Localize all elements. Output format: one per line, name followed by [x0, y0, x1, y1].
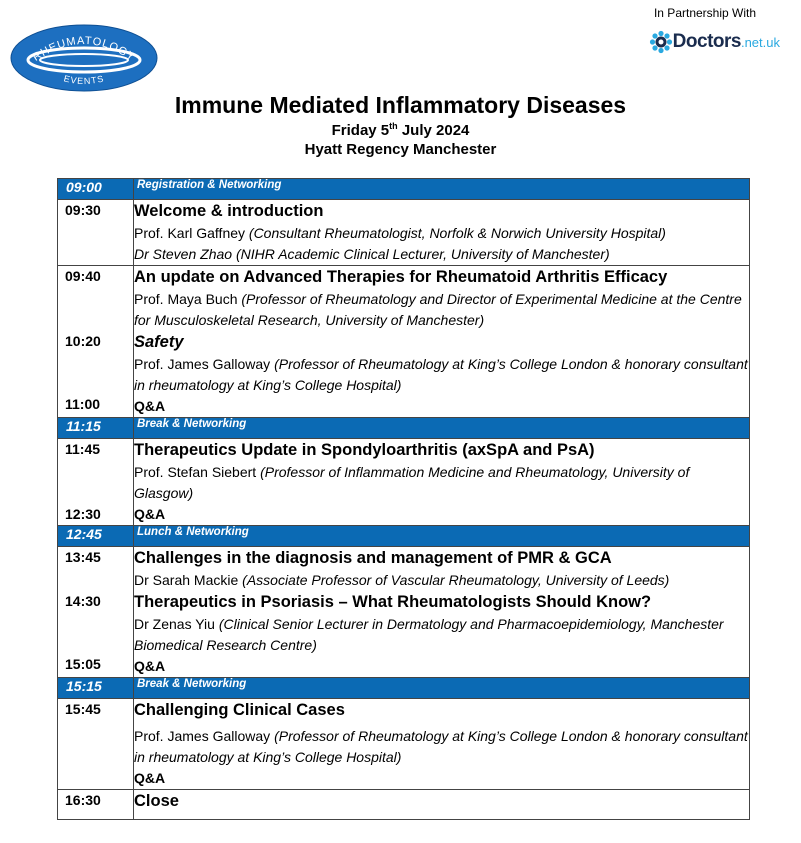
- break-label: Lunch & Networking: [134, 526, 750, 547]
- qa-label: Q&A: [134, 506, 166, 522]
- session-row: [58, 547, 750, 678]
- session-row: [58, 790, 750, 820]
- break-row: [58, 526, 750, 547]
- session-time: 10:20: [65, 333, 101, 349]
- session-title: Challenges in the diagnosis and management of PMR & GCA: [134, 549, 612, 567]
- speaker: Prof. Maya Buch (Professor of Rheumatology and Director of Experimental Medicine at the Centre for Musculoskeletal Research, University of Manchester): [134, 291, 742, 328]
- session-time: 13:45: [65, 549, 101, 565]
- break-time: 15:15: [58, 678, 134, 699]
- event-date: [0, 121, 801, 139]
- session-time: 16:30: [65, 792, 101, 808]
- qa-time: 15:05: [65, 656, 101, 672]
- date-prefix: Friday 5: [331, 122, 390, 139]
- session-title: Welcome & introduction: [134, 202, 324, 220]
- logo-bottom-text: EVENTS: [62, 73, 106, 87]
- event-title: Immune Mediated Inflammatory Diseases: [174, 92, 627, 118]
- break-label: Registration & Networking: [134, 179, 750, 200]
- qa-time: 11:00: [65, 396, 101, 412]
- session-time: 15:45: [65, 701, 101, 717]
- session-row: [58, 439, 750, 526]
- break-time: 11:15: [58, 418, 134, 439]
- session-title: Challenging Clinical Cases: [134, 701, 345, 719]
- speaker: Dr Steven Zhao (NIHR Academic Clinical Lecturer, University of Manchester): [134, 246, 610, 262]
- break-row: [58, 418, 750, 439]
- qa-label: Q&A: [134, 658, 166, 674]
- date-suffix: July 2024: [397, 122, 470, 139]
- session-title: An update on Advanced Therapies for Rheumatoid Arthritis Efficacy: [134, 268, 668, 286]
- speaker: Dr Zenas Yiu (Clinical Senior Lecturer in Dermatology and Pharmacoepidemiology, Manchester Biomedical Research Centre): [134, 616, 724, 653]
- session-time: 11:45: [65, 441, 101, 457]
- partner-block: [630, 6, 780, 54]
- schedule-table: [57, 178, 750, 820]
- partner-label: In Partnership With: [653, 6, 757, 20]
- speaker: Prof. Karl Gaffney (Consultant Rheumatologist, Norfolk & Norwich University Hospital): [134, 225, 666, 241]
- break-label: Break & Networking: [134, 678, 750, 699]
- date-sup: th: [389, 121, 398, 131]
- break-row: [58, 678, 750, 699]
- event-venue: Hyatt Regency Manchester: [304, 141, 497, 158]
- session-time: 14:30: [65, 593, 101, 609]
- session-title: Therapeutics Update in Spondyloarthritis (axSpA and PsA): [134, 441, 595, 459]
- qa-time: 12:30: [65, 506, 101, 522]
- speaker: Prof. James Galloway (Professor of Rheumatology at King’s College London & honorary consultant in rheumatology at King’s College Hospital): [134, 356, 748, 393]
- break-label: Break & Networking: [134, 418, 750, 439]
- qa-label: Q&A: [134, 398, 166, 414]
- speaker: Dr Sarah Mackie (Associate Professor of Vascular Rheumatology, University of Leeds): [134, 572, 670, 588]
- doctors-net-logo: [630, 30, 780, 54]
- session-title: Safety: [134, 333, 184, 351]
- qa-label: Q&A: [134, 770, 166, 786]
- rheumatology-events-logo: [10, 24, 158, 92]
- session-row: [58, 699, 750, 790]
- break-time: 09:00: [58, 179, 134, 200]
- doctors-gear-icon: [649, 30, 673, 54]
- logo-top-text: RHEUMATOLOGY: [30, 34, 138, 64]
- session-time: 09:30: [65, 202, 101, 218]
- break-time: 12:45: [58, 526, 134, 547]
- speaker: Prof. James Galloway (Professor of Rheumatology at King’s College London & honorary consultant in rheumatology at King’s College Hospital): [134, 728, 748, 765]
- break-row: [58, 179, 750, 200]
- session-row: [58, 200, 750, 266]
- brand-main: Doctors: [672, 31, 741, 52]
- speaker: Prof. Stefan Siebert (Professor of Inflammation Medicine and Rheumatology, University of Glasgow): [134, 464, 690, 501]
- session-time: 09:40: [65, 268, 101, 284]
- session-row: [58, 266, 750, 418]
- session-title: Close: [134, 792, 179, 810]
- brand-suffix: .net.uk: [740, 34, 780, 50]
- session-title: Therapeutics in Psoriasis – What Rheumatologists Should Know?: [134, 593, 652, 611]
